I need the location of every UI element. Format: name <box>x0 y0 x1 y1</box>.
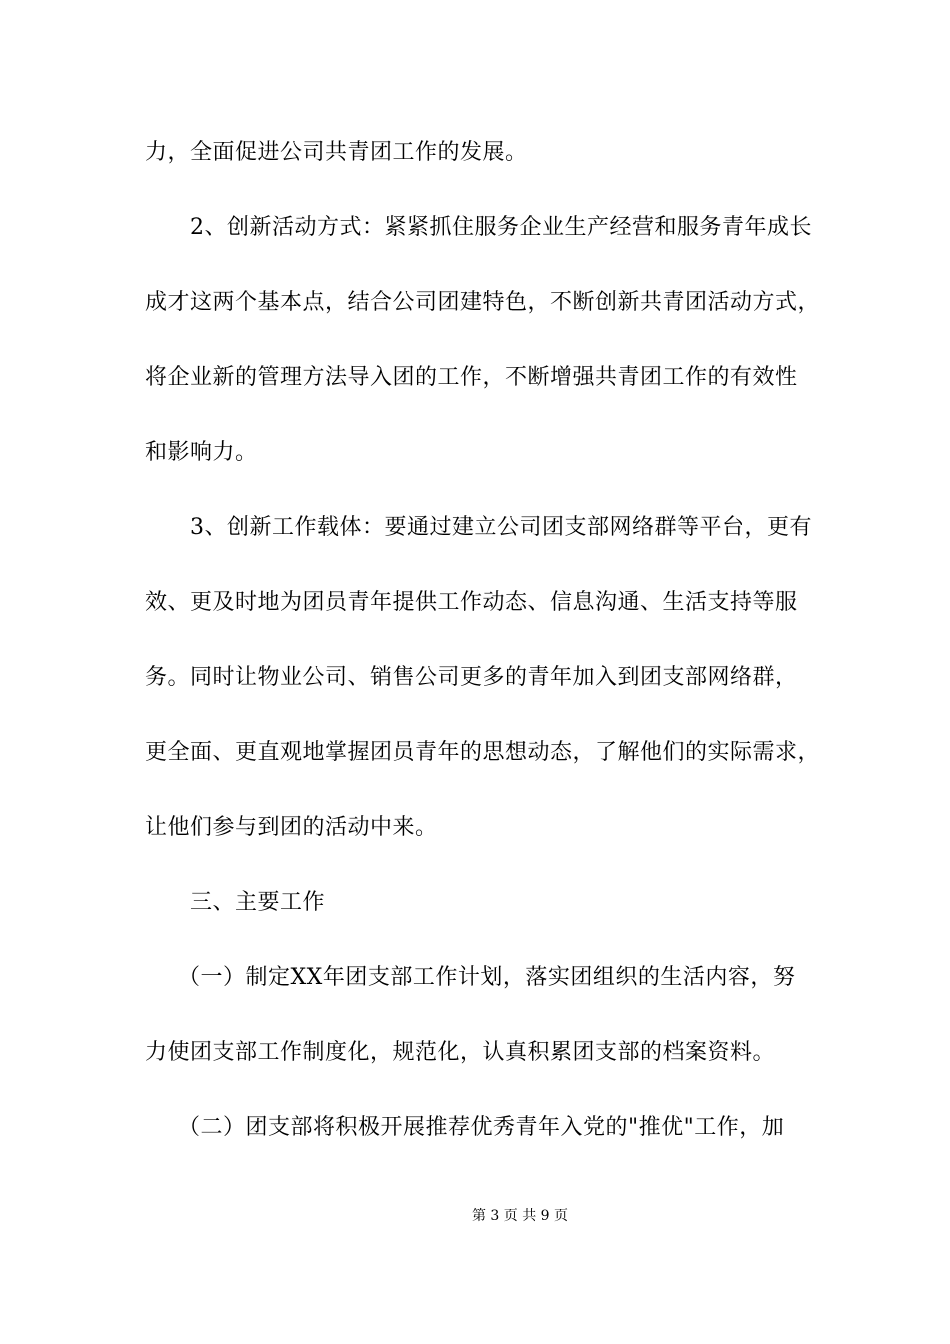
paragraph-line: 更全面、更直观地掌握团员青年的思想动态，了解他们的实际需求， <box>145 740 821 765</box>
paragraph-line: 效、更及时地为团员青年提供工作动态、信息沟通、生活支持等服 <box>145 590 798 615</box>
paragraph-line: 力，全面促进公司共青团工作的发展。 <box>145 140 528 165</box>
paragraph-line: 3、创新工作载体：要通过建立公司团支部网络群等平台，更有 <box>190 515 812 540</box>
paragraph-line: 成才这两个基本点，结合公司团建特色，不断创新共青团活动方式， <box>145 290 821 315</box>
paragraph-line: 和影响力。 <box>145 440 258 465</box>
paragraph-line: 让他们参与到团的活动中来。 <box>145 815 438 840</box>
page-number-footer: 第 3 页 共 9 页 <box>471 1208 569 1224</box>
paragraph-line: （一）制定XX年团支部工作计划，落实团组织的生活内容，努 <box>178 965 796 990</box>
paragraph-line: 力使团支部工作制度化，规范化，认真积累团支部的档案资料。 <box>145 1040 776 1065</box>
paragraph-line: 务。同时让物业公司、销售公司更多的青年加入到团支部网络群， <box>145 665 798 690</box>
paragraph-line: （二）团支部将积极开展推荐优秀青年入党的"推优"工作，加 <box>178 1115 785 1140</box>
paragraph-line: 2、创新活动方式：紧紧抓住服务企业生产经营和服务青年成长 <box>190 215 812 240</box>
paragraph-line: 将企业新的管理方法导入团的工作，不断增强共青团工作的有效性 <box>145 365 798 390</box>
section-heading: 三、主要工作 <box>190 890 326 915</box>
